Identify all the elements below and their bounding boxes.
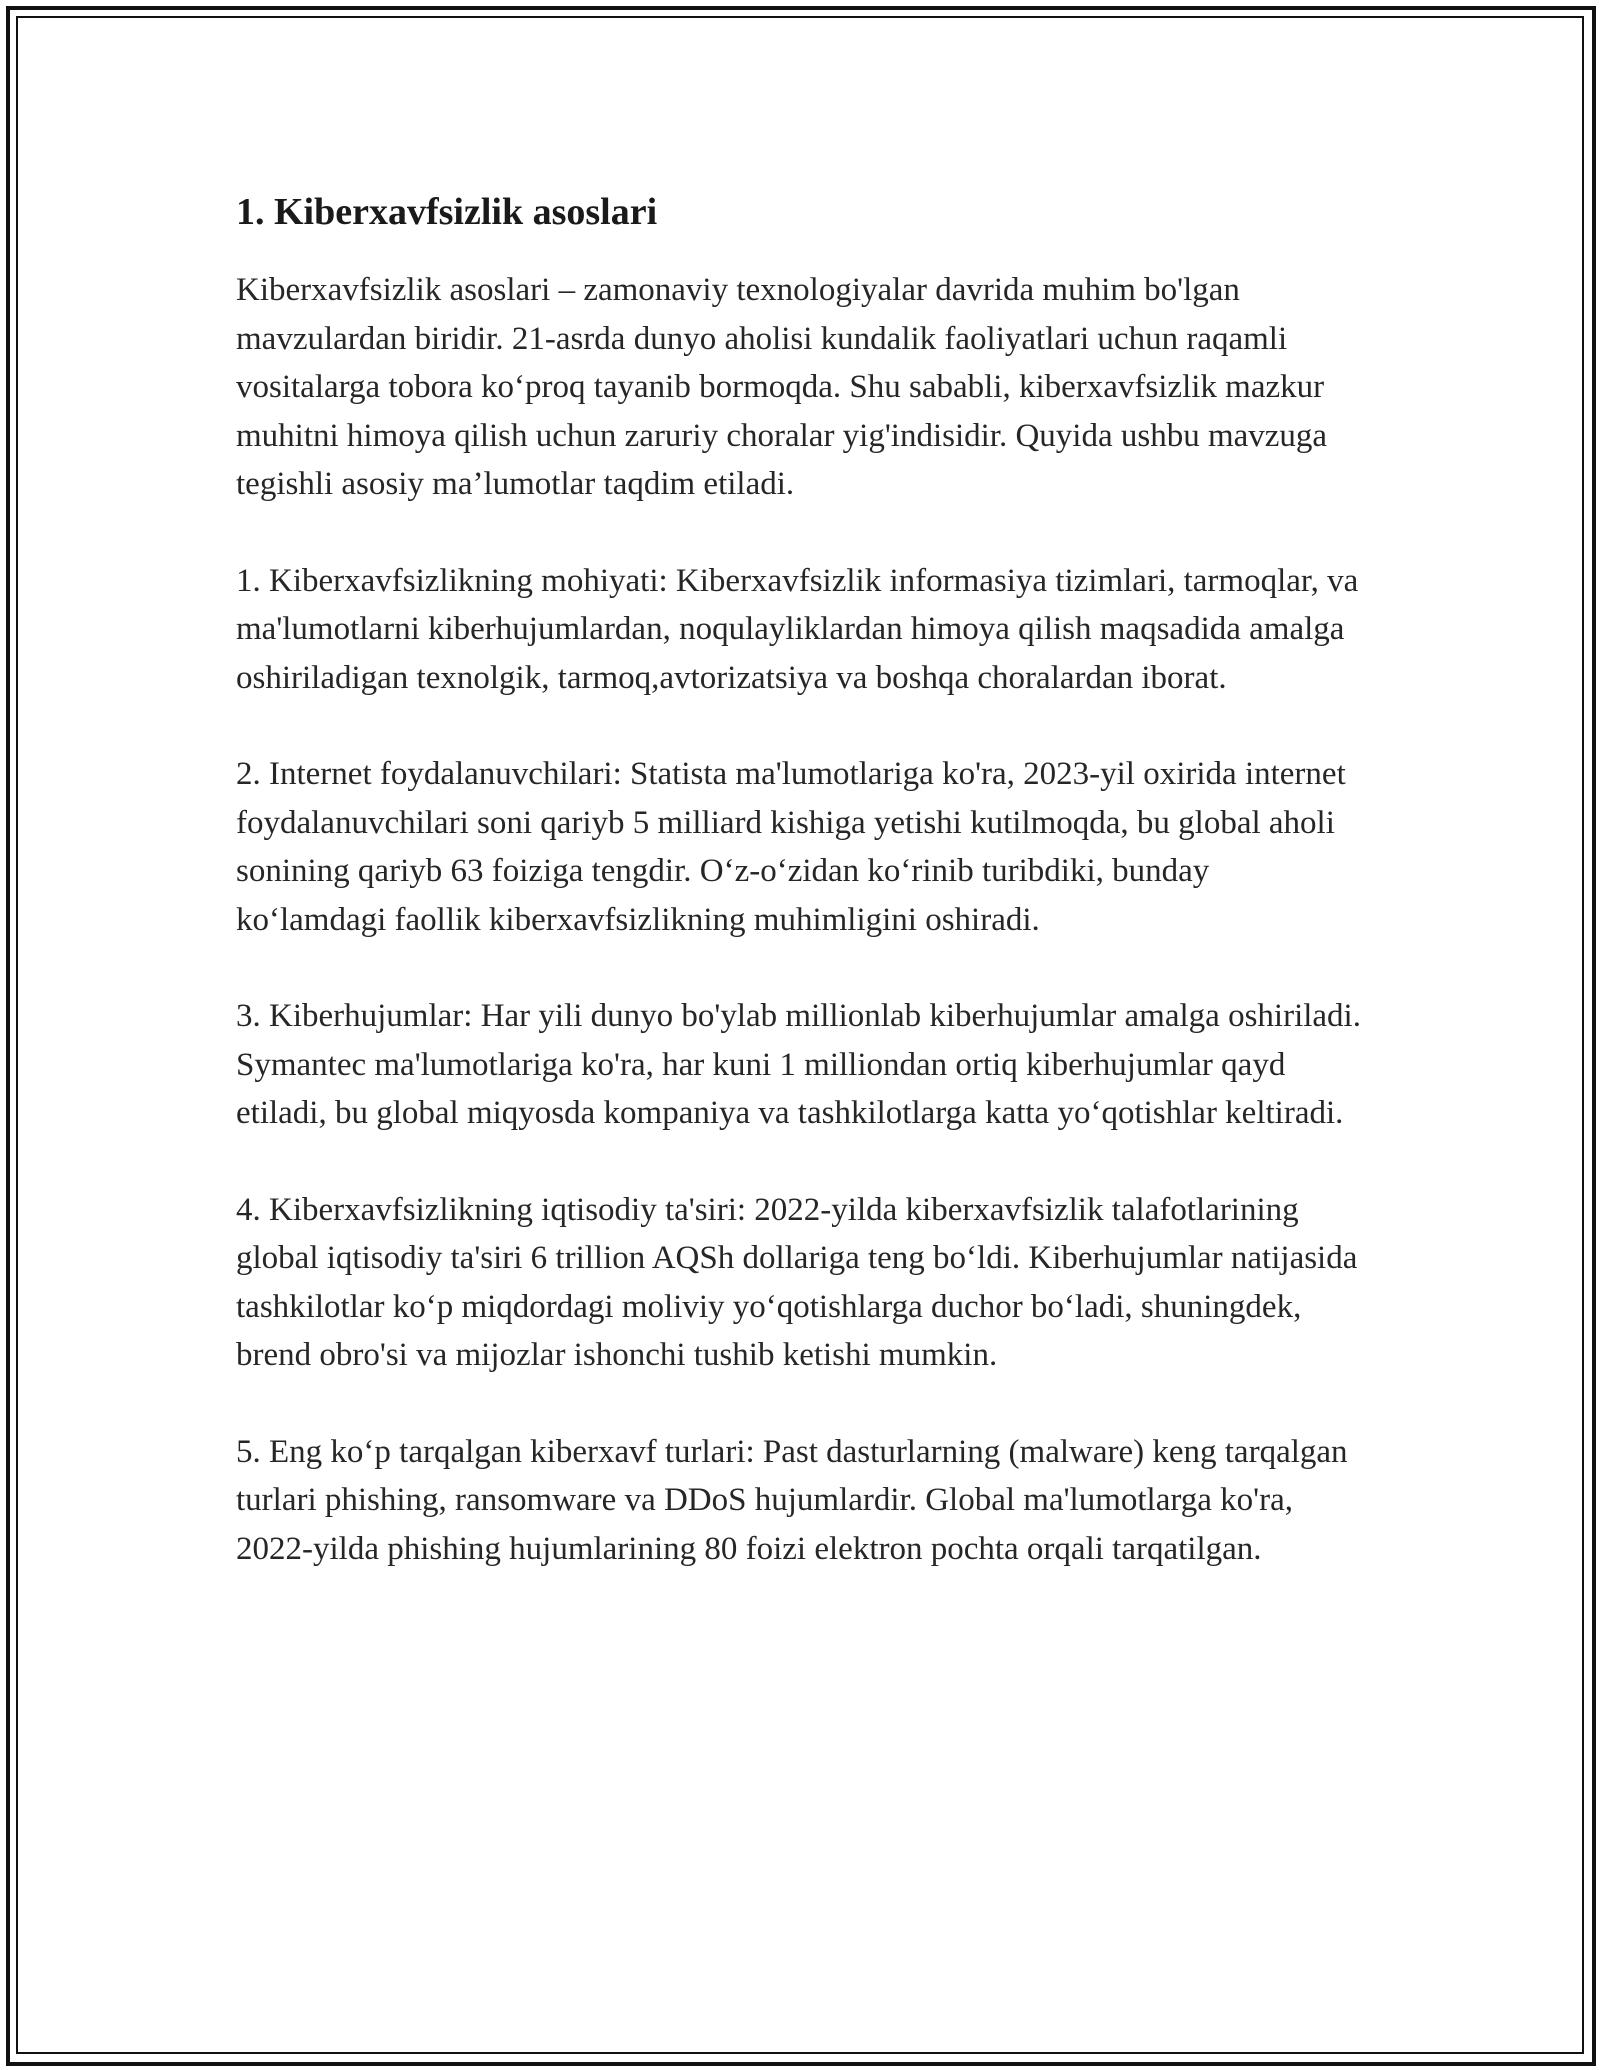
document-body	[236, 188, 1366, 1621]
paragraph-internet-users: 2. Internet foydalanuvchilari: Statista ma'lumotlariga ko'ra, 2023-yil oxirida internet foydalanuvchilari soni qariyb 5 milliard kishiga yetishi kutilmoqda, bu global aholi sonining qariyb 63 foiziga tengdir. O‘z-o‘zidan ko‘rinib turibdiki, bunday ko‘lamdagi faollik kiberxavfsizlikning muhimligini oshiradi.	[236, 756, 1346, 938]
intro-paragraph: Kiberxavfsizlik asoslari – zamonaviy texnologiyalar davrida muhim bo'lgan mavzulardan biridir. 21-asrda dunyo aholisi kundalik faoliyatlari uchun raqamli vositalarga tobora ko‘proq tayanib bormoqda. Shu sababli, kiberxavfsizlik mazkur muhitni himoya qilish uchun zaruriy choralar yig'indisidir. Quyida ushbu mavzuga tegishli asosiy ma’lumotlar taqdim etiladi.	[236, 272, 1328, 502]
paragraph-economic-impact: 4. Kiberxavfsizlikning iqtisodiy ta'siri: 2022-yilda kiberxavfsizlik talafotlarining global iqtisodiy ta'siri 6 trillion AQSh dollariga teng bo‘ldi. Kiberhujumlar natijasida tashkilotlar ko‘p miqdordagi moliviy yo‘qotishlarga duchor bo‘ladi, shuningdek, brend obro'si va mijozlar ishonchi tushib ketishi mumkin.	[236, 1191, 1358, 1373]
paragraph-cyberattacks: 3. Kiberhujumlar: Har yili dunyo bo'ylab millionlab kiberhujumlar amalga oshiriladi. Symantec ma'lumotlariga ko'ra, har kuni 1 milliondan ortiq kiberhujumlar qayd etiladi, bu global miqyosda kompaniya va tashkilotlarga katta yo‘qotishlar keltiradi.	[236, 998, 1361, 1131]
paragraph-essence: 1. Kiberxavfsizlikning mohiyati: Kiberxavfsizlik informasiya tizimlari, tarmoqlar, va ma'lumotlarni kiberhujumlardan, noqulayliklardan himoya qilish maqsadida amalga oshiriladigan texnolgik, tarmoq,avtorizatsiya va boshqa choralardan iborat.	[236, 562, 1359, 696]
section-heading: 1. Kiberxavfsizlik asoslari	[236, 191, 658, 233]
paragraph-threat-types: 5. Eng ko‘p tarqalgan kiberxavf turlari: Past dasturlarning (malware) keng tarqalgan turlari phishing, ransomware va DDoS hujumlardir. Global ma'lumotlarga ko'ra, 2022-yilda phishing hujumlarining 80 foizi elektron pochta orqali tarqatilgan.	[236, 1433, 1348, 1567]
